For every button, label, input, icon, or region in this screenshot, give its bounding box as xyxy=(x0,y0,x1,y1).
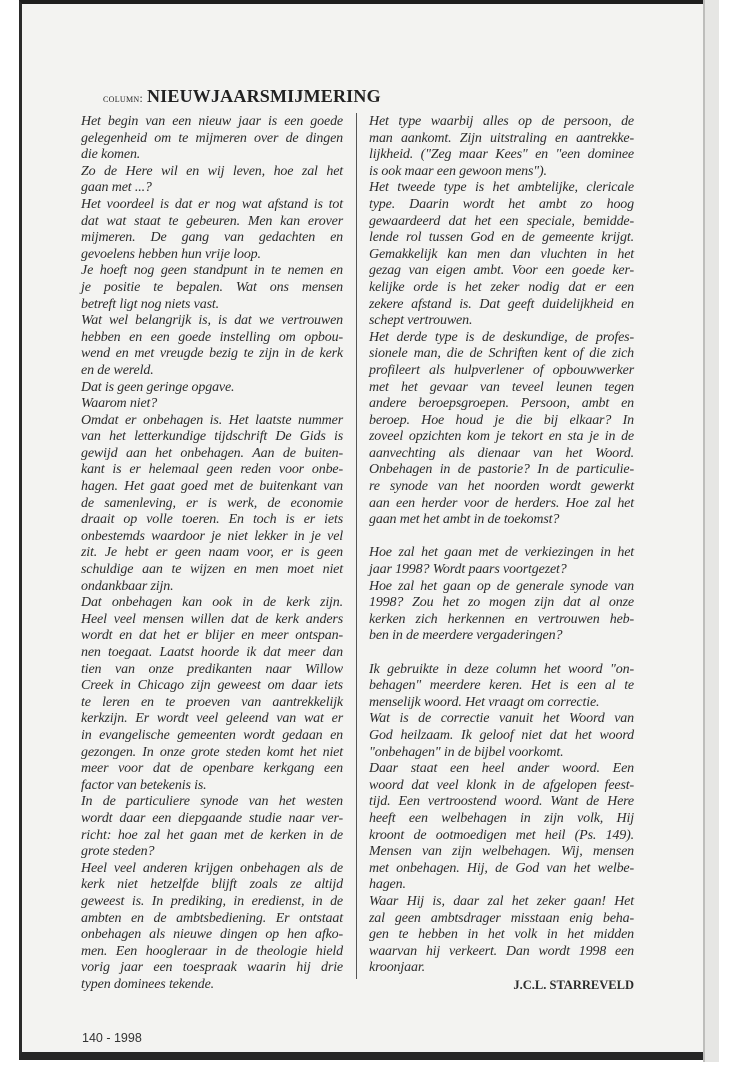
text-line: Waarom niet? xyxy=(81,396,158,412)
text-line: Zo de Here wil en wij leven, hoe zal het xyxy=(81,163,343,179)
text-line: is ook maar een gewoon mens"). xyxy=(369,163,547,179)
text-line: kroont de ootmoedigen met heil (Ps. 149). xyxy=(369,827,634,843)
text-line: woord dat veel klonk in de afgelopen feest- xyxy=(369,777,634,793)
text-block xyxy=(369,662,634,977)
text-line: Daar staat een heel ander woord. Een xyxy=(369,761,634,777)
paragraph xyxy=(81,263,343,313)
text-line: onbestemds waardoor je niet lekker in je vel xyxy=(81,528,343,544)
paragraph xyxy=(81,313,343,379)
paragraph xyxy=(81,114,343,164)
text-line: menselijk woord. Het vraagt om correctie. xyxy=(369,694,600,710)
text-line: je positie te bepalen. Wat ons mensen xyxy=(81,279,343,295)
text-line: Heel veel anderen krijgen onbehagen als de xyxy=(81,860,343,876)
paragraph xyxy=(81,197,343,263)
text-line: gewijd aan het onbehagen. Aan de buiten- xyxy=(81,445,343,461)
text-line: zal geen ambtsdrager misstaan enig beha- xyxy=(369,910,634,926)
text-line: Creek in Chicago zijn geweest om daar iets xyxy=(81,678,343,694)
paragraph xyxy=(369,894,634,977)
text-line: wend en met vreugde bezig te zijn in de kerk xyxy=(81,346,343,362)
column-title: NIEUWJAARSMIJMERING xyxy=(146,86,381,106)
text-line: In de particuliere synode van het westen xyxy=(81,794,343,810)
text-line: met het gevaar van teveel leunen tegen xyxy=(369,379,634,395)
paragraph xyxy=(369,761,634,894)
text-line: factor van betekenis is. xyxy=(81,777,207,793)
text-line: gevoelens hebben hun vrije loop. xyxy=(81,246,261,262)
text-line: 1998? Zou het zo mogen zijn dat al onze xyxy=(369,595,634,611)
text-line: Hoe zal het gaan op de generale synode van xyxy=(369,578,634,594)
text-line: gewaardeerd dat het een speciale, bemidde- xyxy=(369,213,634,229)
paragraph xyxy=(81,794,343,860)
text-line: Waar Hij is, daar zal het zeker gaan! Het xyxy=(369,893,634,909)
text-line: vorig jaar een toespraak waarin hij drie xyxy=(81,960,343,976)
text-line: profileert als hulpverlener of opbouwwerker xyxy=(369,362,634,378)
text-line: meer voor dat de openbare kerkgang een xyxy=(81,761,343,777)
paragraph xyxy=(81,595,343,794)
text-line: die komen. xyxy=(81,147,141,163)
paragraph xyxy=(81,164,343,197)
text-line: betreft ligt nog niets vast. xyxy=(81,296,219,312)
paragraph xyxy=(369,662,634,712)
text-line: mijmeren. De gang van gedachten en xyxy=(81,230,343,246)
text-line: hagen. Het gaat goed met de buitenkant van xyxy=(81,479,343,495)
text-line: richt: hoe zal het gaan met de kerken in de xyxy=(81,827,343,843)
paragraph xyxy=(81,396,343,413)
text-line: kroonjaar. xyxy=(369,960,425,976)
text-line: God heilzaam. Ik geloof niet dat het woord xyxy=(369,727,634,743)
text-line: aanvechting als dienaar van het Woord. xyxy=(369,445,634,461)
text-line: sionele man, die de Schriften kent of die zich xyxy=(369,346,634,362)
text-block xyxy=(369,545,634,645)
text-line: zekere afstand is. Dat geeft duidelijkheid en xyxy=(369,296,634,312)
text-line: draait op volle toeren. En toch is er iets xyxy=(81,512,343,528)
text-line: man aankomt. Zijn uitstraling en aantrekke- xyxy=(369,130,634,146)
text-line: Mensen van zijn welbehagen. Wij, mensen xyxy=(369,844,634,860)
text-line: kerken zich herkennen en vertrouwen heb- xyxy=(369,611,634,627)
text-line: te leren en te proeven van aantrekkelijk xyxy=(81,694,343,710)
text-line: hebben en een goede instelling om opbou- xyxy=(81,329,343,345)
text-line: aan een herder voor de herders. Hoe zal het xyxy=(369,495,634,511)
text-line: beroep. Hoe houd je die bij elkaar? In xyxy=(369,412,634,428)
text-line: behagen" meerdere keren. Het is een al te xyxy=(369,678,634,694)
text-line: Het derde type is de deskundige, de profes- xyxy=(369,329,634,345)
text-line: re synode van het noorden wordt gewerkt xyxy=(369,479,634,495)
text-line: de samenleving, er is werk, de economie xyxy=(81,495,343,511)
text-line: Het voordeel is dat er nog wat afstand is tot xyxy=(81,196,343,212)
text-line: geweest is. In prediking, in eredienst, in de xyxy=(81,893,343,909)
author-signature: J.C.L. STARREVELD xyxy=(513,978,634,992)
text-line: gelegenheid om te mijmeren over de dingen xyxy=(81,130,343,146)
text-line: Dat is geen geringe opgave. xyxy=(81,379,235,395)
text-line: gaan met het ambt in de toekomst? xyxy=(369,512,560,528)
text-line: kerk niet hetzelfde blijft zoals ze altijd xyxy=(81,877,343,893)
paragraph xyxy=(369,579,634,645)
paragraph xyxy=(81,380,343,397)
text-line: lijkheid. ("Zeg maar Kees" en "een dominee xyxy=(369,147,634,163)
text-line: type. Daarin wordt het ambt zo hoog xyxy=(369,196,634,212)
text-line: heeft een welbehagen in zijn volk, Hij xyxy=(369,810,634,826)
text-line: zoveel opzichten kom je tekort en sta je in de xyxy=(369,429,634,445)
page-edge xyxy=(703,0,719,1062)
text-line: zit. Je hebt er geen naam voor, er is geen xyxy=(81,545,343,561)
paragraph xyxy=(369,711,634,761)
text-block xyxy=(369,114,634,529)
text-line: kelijke orde is het zeker nodig dat er een xyxy=(369,279,634,295)
text-line: tien van onze predikanten naar Willow xyxy=(81,661,343,677)
right-text-column xyxy=(369,114,634,977)
text-line: dat wat staat te gebeuren. Men kan erover xyxy=(81,213,343,229)
text-line: men. Een hoogleraar in de theologie hield xyxy=(81,943,343,959)
text-block xyxy=(81,114,343,993)
text-line: Omdat er onbehagen is. Het laatste nummer xyxy=(81,412,343,428)
paragraph xyxy=(369,545,634,578)
text-line: van het letterkundige tijdschrift De Gids is xyxy=(81,429,343,445)
text-line: Je hoeft nog geen standpunt in te nemen en xyxy=(81,263,343,279)
text-line: Ik gebruikte in deze column het woord "on- xyxy=(369,661,634,677)
page-number: 140 - 1998 xyxy=(82,1031,142,1045)
text-line: hagen. xyxy=(369,877,406,893)
text-line: in evangelische gemeenten wordt gedaan en xyxy=(81,727,343,743)
text-line: "onbehagen" in de bijbel voorkomt. xyxy=(369,744,564,760)
text-line: lende rol tussen God en de gemeente krijgt. xyxy=(369,230,634,246)
text-line: typen dominees tekende. xyxy=(81,976,214,992)
text-line: Dat onbehagen kan ook in de kerk zijn. xyxy=(81,595,343,611)
text-line: ondankbaar zijn. xyxy=(81,578,174,594)
text-line: gezongen. In onze grote steden komt het niet xyxy=(81,744,343,760)
text-line: Heel veel mensen willen dat de kerk anders xyxy=(81,611,343,627)
column-heading xyxy=(103,86,381,107)
text-line: Gemakkelijk kan men dan vluchten in het xyxy=(369,246,634,262)
column-divider xyxy=(356,113,357,979)
text-line: jaar 1998? Wordt paars voortgezet? xyxy=(369,562,567,578)
paragraph xyxy=(369,180,634,329)
paragraph xyxy=(369,330,634,529)
text-line: andere beroepsgroepen. Persoon, ambt en xyxy=(369,396,634,412)
paragraph xyxy=(81,861,343,994)
text-line: tijd. Een vertroostend woord. Want de Here xyxy=(369,794,634,810)
text-line: met onbehagen. Hij, de God van het welbe- xyxy=(369,860,634,876)
text-line: onbehagen als nieuwe dingen op hen afko- xyxy=(81,927,343,943)
text-line: schept vertrouwen. xyxy=(369,313,473,329)
text-line: Het begin van een nieuw jaar is een goede xyxy=(81,114,343,129)
text-line: Wat wel belangrijk is, is dat we vertrouwen xyxy=(81,313,343,329)
text-line: Het tweede type is het ambtelijke, clericale xyxy=(369,180,634,196)
text-line: Onbehagen in de pastorie? In de particulie- xyxy=(369,462,634,478)
text-line: ben in de meerdere vergaderingen? xyxy=(369,628,563,644)
left-text-column xyxy=(81,114,343,993)
text-line: grote steden? xyxy=(81,844,155,860)
text-line: gen te hebben in het volk in het midden xyxy=(369,927,634,943)
paragraph xyxy=(369,114,634,180)
text-line: gaan met ...? xyxy=(81,180,152,196)
text-line: Wat is de correctie vanuit het Woord van xyxy=(369,711,634,727)
text-line: Hoe zal het gaan met de verkiezingen in het xyxy=(369,545,634,561)
text-line: waarvan hij verkeert. Dan wordt 1998 een xyxy=(369,943,634,959)
text-line: kerkzijn. Er wordt veel geleend van wat er xyxy=(81,711,343,727)
text-line: nen toegaat. Laatst hoorde ik dat meer dan xyxy=(81,645,343,660)
column-kicker: column: xyxy=(103,93,143,105)
text-line: gezag van eigen ambt. Voor een goede ker- xyxy=(369,263,634,279)
text-line: Het type waarbij alles op de persoon, de xyxy=(369,114,634,129)
text-line: en de wereld. xyxy=(81,362,154,378)
text-line: ambten en de ambtsbediening. Er ontstaat xyxy=(81,910,343,926)
text-line: kant is er helemaal geen reden voor onbe- xyxy=(81,462,343,478)
text-line: wordt daar een diepgaande studie naar ver- xyxy=(81,810,343,826)
paragraph xyxy=(81,413,343,596)
text-line: wordt en dat het er blijer en meer ontspan- xyxy=(81,628,343,644)
text-line: schuldige aan te wijzen en men moet niet xyxy=(81,562,343,578)
